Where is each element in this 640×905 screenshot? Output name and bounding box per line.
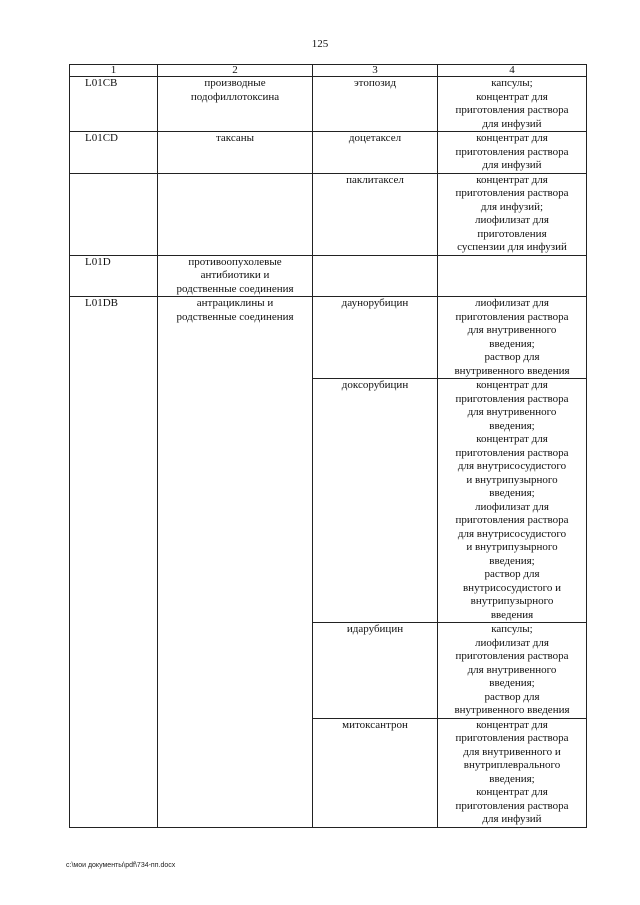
- dosage-forms: концентрат для приготовления раствора для внутривенного и внутриплеврального введения; концентрат для приготовления раствора для инфузий: [455, 718, 569, 825]
- table-row: [70, 77, 587, 132]
- drug-cell: [313, 623, 438, 719]
- dosage-forms-cell: [438, 623, 587, 719]
- drug-cell: [313, 718, 438, 827]
- group-cell: [158, 77, 313, 132]
- atc-code: L01CD: [85, 132, 118, 144]
- dosage-forms-cell: [438, 77, 587, 132]
- group-cell: [158, 297, 313, 828]
- group-cell: [158, 132, 313, 174]
- atc-code-cell: [70, 173, 158, 255]
- drug-cell: [313, 77, 438, 132]
- dosage-forms-cell: [438, 255, 587, 297]
- table-header-row: [70, 65, 587, 77]
- drug-cell: [313, 297, 438, 379]
- table-row: [70, 297, 587, 379]
- atc-code: L01DB: [85, 297, 118, 309]
- group-cell: [158, 255, 313, 297]
- drug-cell: [313, 379, 438, 623]
- dosage-forms: концентрат для приготовления раствора для инфузий; лиофилизат для приготовления суспензии для инфузий: [455, 173, 569, 253]
- header-col-1: 1: [70, 65, 158, 77]
- dosage-forms: концентрат для приготовления раствора для внутривенного введения; концентрат для приготовления раствора для внутрисосудистого и внутрипузырного введения; лиофилизат для приготовления раствора для внутрисосудистого и внутрипузырного введения; раствор для внутрисосудистого и внутрипузырного введения: [455, 379, 569, 621]
- drug-name: паклитаксел: [346, 173, 404, 186]
- header-col-4: 4: [438, 65, 587, 77]
- drug-classification-table: [69, 64, 587, 828]
- header-col-2: 2: [158, 65, 313, 77]
- table-row: [70, 255, 587, 297]
- header-col-3: 3: [313, 65, 438, 77]
- footer-file-path: c:\мои документы\pdf\734-пп.docx: [66, 862, 176, 869]
- dosage-forms-cell: [438, 173, 587, 255]
- group-name: таксаны: [215, 132, 255, 144]
- atc-code: L01CB: [85, 77, 118, 89]
- dosage-forms: лиофилизат для приготовления раствора для внутривенного введения; раствор для внутривенного введения: [454, 297, 570, 377]
- atc-code-cell: [70, 77, 158, 132]
- dosage-forms-cell: [438, 718, 587, 827]
- group-name: противоопухолевые антибиотики и родственные соединения: [176, 255, 294, 295]
- dosage-forms-cell: [438, 132, 587, 174]
- atc-code-cell: [70, 297, 158, 828]
- dosage-forms-cell: [438, 379, 587, 623]
- dosage-forms-cell: [438, 297, 587, 379]
- atc-code: L01D: [85, 255, 111, 268]
- drug-name: доксорубицин: [341, 379, 409, 391]
- atc-code-cell: [70, 132, 158, 174]
- table-row: [70, 173, 587, 255]
- drug-name: митоксантрон: [342, 718, 408, 731]
- group-name: антрациклины и родственные соединения: [176, 297, 294, 323]
- group-cell: [158, 173, 313, 255]
- drug-name: идарубицин: [346, 623, 404, 635]
- group-name: производные подофиллотоксина: [190, 77, 280, 103]
- drug-name: даунорубицин: [341, 297, 409, 309]
- dosage-forms: капсулы; лиофилизат для приготовления раствора для внутривенного введения; раствор для внутривенного введения: [454, 623, 570, 716]
- table-row: [70, 132, 587, 174]
- drug-name: этопозид: [353, 77, 397, 89]
- dosage-forms: концентрат для приготовления раствора для инфузий: [455, 132, 569, 171]
- atc-code-cell: [70, 255, 158, 297]
- drug-name: доцетаксел: [348, 132, 402, 144]
- drug-cell: [313, 132, 438, 174]
- drug-cell: [313, 173, 438, 255]
- dosage-forms: капсулы; концентрат для приготовления раствора для инфузий: [455, 77, 569, 130]
- page-number: 125: [311, 38, 329, 50]
- drug-cell: [313, 255, 438, 297]
